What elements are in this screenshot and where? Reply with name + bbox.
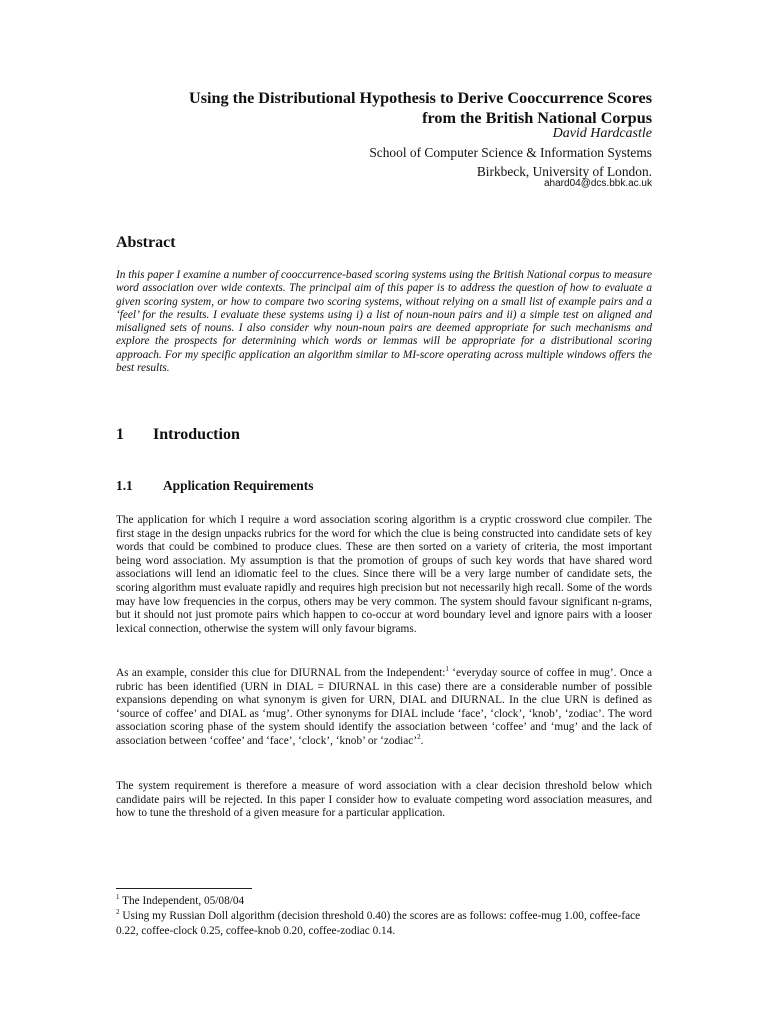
body-paragraph-3: The system requirement is therefore a measure of word association with a clear decision threshold below which candidate pairs will be rejected. In this paper I consider how to evaluate competing word association measures, and how to tune the threshold of a given measure for a particular application.	[116, 780, 652, 820]
affiliation	[369, 144, 652, 181]
paragraph-2-end: .	[420, 734, 424, 747]
abstract-feel-word: ‘feel’	[116, 308, 139, 321]
section-number: 1	[116, 426, 124, 443]
footnote-1-mark: 1	[116, 893, 120, 902]
subsection-number: 1.1	[116, 478, 133, 493]
body-paragraph-1: The application for which I require a word association scoring algorithm is a cryptic crossword clue compiler. The first stage in the design unpacks rubrics for the word for which the clue is being constructed into candidate sets of key words that could be combined to produce clues. These are then sorted on a variety of criteria, the most important being word association. My assumption is that the promotion of groups of such key words that have shared word associations will lend an idiomatic feel to the clues. Since there will be a very large number of candidate sets, the scoring algorithm must evaluate rapidly and requires high precision but not necessarily high recall. Some of the words may have low frequencies in the corpus, others may be very common. The system should favour significant n-grams, but it should not just promote pairs which happen to co-occur at word boundary level and ignore pairs with a looser lexical connection, otherwise the system will only favour bigrams.	[116, 514, 652, 635]
footnote-ref-1[interactable]: 1	[445, 665, 449, 674]
affiliation-line-1: School of Computer Science & Information Systems	[369, 145, 652, 160]
paper-title	[92, 88, 652, 128]
author-name: David Hardcastle	[552, 126, 652, 141]
paragraph-2-part-2: ‘everyday source of coffee in mug’. Once a rubric has been identified (URN in DIAL = DIURNAL in this case) there are a considerable number of possible expansions depending on what synonym is given for URN, DIAL and DIURNAL. In the clue URN is defined as ‘source of coffee’ and DIAL as ‘mug’. Other synonyms for DIAL include ‘face’, ‘clock’, ‘knob’, ‘zodiac’. The word association scoring phase of the system should identify the association between ‘coffee’ and ‘mug’ and the lack of association between ‘coffee’ and ‘face’, ‘clock’, ‘knob’ or ‘zodiac’	[116, 667, 652, 747]
footnote-2	[116, 909, 656, 938]
footnote-2-text: Using my Russian Doll algorithm (decision threshold 0.40) the scores are as follows: coffee-mug 1.00, coffee-face 0.22, coffee-clock 0.25, coffee-knob 0.20, coffee-zodiac 0.14.	[116, 910, 641, 937]
subsection-title: Application Requirements	[163, 478, 314, 493]
section-title: Introduction	[153, 426, 240, 443]
abstract-heading: Abstract	[116, 234, 176, 251]
abstract-text	[116, 269, 652, 375]
footnote-1-text: The Independent, 05/08/04	[119, 895, 245, 907]
title-line-1: Using the Distributional Hypothesis to Derive Cooccurrence Scores	[189, 89, 652, 107]
title-line-2: from the British National Corpus	[422, 109, 652, 127]
body-paragraph-2	[116, 667, 652, 749]
author-email: ahard04@dcs.bbk.ac.uk	[544, 178, 652, 189]
footnote-1	[116, 894, 656, 909]
affiliation-line-2: Birkbeck, University of London.	[476, 163, 652, 179]
abstract-text-part-2: for the results. I evaluate these systems using i) a list of noun-noun pairs and ii) a simple test on aligned and misaligned sets of nouns. I also consider why noun-noun pairs are deemed appropriate for such mechanisms and explore the prospects for determining which words or lemmas will be appropriate for a distributional scoring approach. For my specific application an algorithm similar to MI-score operating across multiple windows offers the best results.	[116, 308, 652, 374]
footnote-divider	[116, 888, 252, 889]
footnote-2-mark: 2	[116, 908, 120, 917]
paragraph-2-part-1: As an example, consider this clue for DIURNAL from the Independent:	[116, 667, 446, 679]
subsection-heading-application-requirements	[116, 478, 313, 494]
abstract-text-part-1: In this paper I examine a number of cooccurrence-based scoring systems using the British National corpus to measure word association over wide contexts. The principal aim of this paper is to address the question of how to evaluate a given scoring system, or how to compare two scoring systems, without relying on a small list of example pairs and a	[116, 269, 653, 308]
footnote-ref-2[interactable]: 2	[417, 733, 421, 742]
section-heading-introduction	[116, 426, 240, 444]
